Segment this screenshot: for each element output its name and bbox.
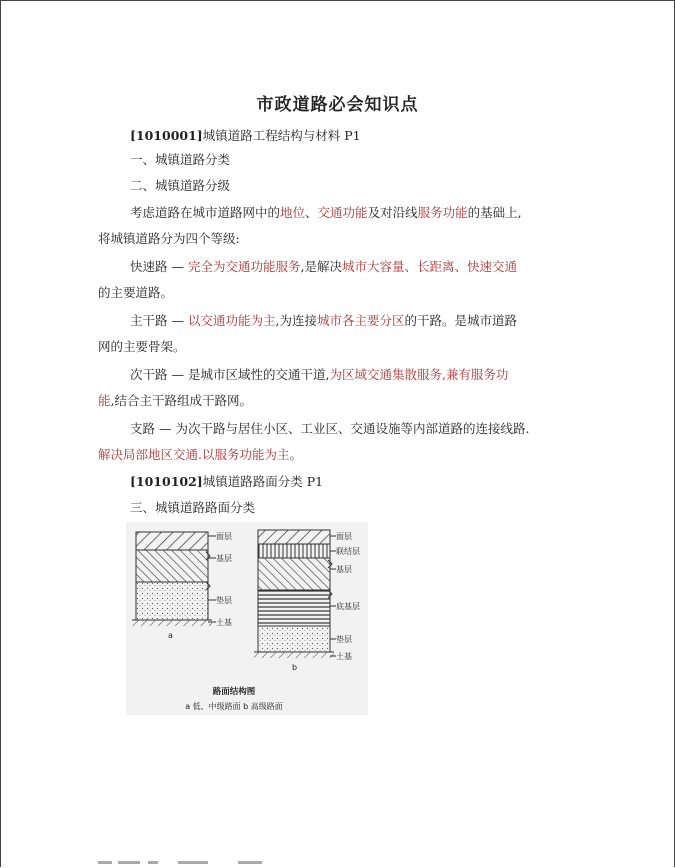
structure-b-tag: b xyxy=(292,663,298,672)
secondary-line-1 xyxy=(130,367,508,383)
secondary-line-2 xyxy=(98,393,252,409)
figure-caption: 路面结构图 xyxy=(212,687,256,697)
intro-text: 考虑道路在城市道路网中的 xyxy=(130,205,281,220)
body-text: ,为连接 xyxy=(275,313,317,328)
structure-a xyxy=(132,532,216,626)
expressway-line-2: 的主要道路。 xyxy=(98,285,174,300)
b-layer-label: 垫层 xyxy=(336,635,352,644)
b-layer-label: 面层 xyxy=(336,532,352,541)
branch-label: 支路 — xyxy=(130,421,172,436)
highlight-traffic-function: 交通功能 xyxy=(317,205,368,220)
body-text: 为次干路与居住小区、工业区、交通设施等内部道路的连接线路. xyxy=(175,421,530,436)
b-layer-label: 土基 xyxy=(336,652,352,661)
highlight-text: 城市各主要分区 xyxy=(316,313,405,328)
highlight-text: 能 xyxy=(98,393,111,408)
arterial-line-1 xyxy=(130,313,517,329)
a-layer-label: 面层 xyxy=(216,532,232,541)
body-text: ,结合主干路组成干路网。 xyxy=(110,393,252,408)
list-item-pavement-classification: 三、城镇道路路面分类 xyxy=(130,500,256,515)
body-text: 的干路。是城市道路 xyxy=(404,313,517,328)
b-layer-label: 联结层 xyxy=(336,547,360,556)
figure-subcaption: a 低、中级路面 b 高级路面 xyxy=(185,702,283,711)
section-code: [1010102] xyxy=(130,474,203,489)
section-heading-1010001 xyxy=(130,128,361,144)
body-text: ,是解决 xyxy=(300,259,342,274)
structure-a-tag: a xyxy=(168,631,173,640)
cutoff-text-remnant xyxy=(98,858,278,866)
list-item-road-classification: 一、城镇道路分类 xyxy=(130,152,231,167)
secondary-label: 次干路 — xyxy=(130,367,184,382)
a-layer-label: 土基 xyxy=(216,618,232,627)
section-heading-1010102 xyxy=(130,474,323,490)
pavement-structure-diagram xyxy=(126,522,368,715)
list-item-road-grading: 二、城镇道路分级 xyxy=(130,178,231,193)
highlight-status: 地位 xyxy=(280,205,306,220)
branch-line-2 xyxy=(98,447,302,463)
intro-text: 、 xyxy=(305,205,318,220)
b-layer-label: 底基层 xyxy=(336,602,360,611)
pavement-structure-figure xyxy=(126,522,368,715)
intro-paragraph-line-2: 将城镇道路分为四个等级: xyxy=(98,231,240,246)
a-layer-label: 垫层 xyxy=(216,596,232,605)
highlight-text: 完全为交通功能服务 xyxy=(187,259,301,274)
arterial-label: 主干路 — xyxy=(130,313,184,328)
structure-b xyxy=(254,530,336,658)
highlight-service-function: 服务功能 xyxy=(417,205,468,220)
section-text: 城镇道路路面分类 P1 xyxy=(202,474,324,489)
b-layer-label: 基层 xyxy=(336,565,352,574)
branch-line-1 xyxy=(130,421,529,437)
section-code: [1010001] xyxy=(130,128,203,143)
highlight-text: 解决局部地区交通.以服务功能为主 xyxy=(98,447,290,462)
highlight-text: 为区域交通集散服务,兼有服务功 xyxy=(329,367,509,382)
expressway-line-1 xyxy=(130,259,517,275)
intro-paragraph-line-1 xyxy=(130,205,522,221)
body-text: 。 xyxy=(289,447,302,462)
a-layer-label: 基层 xyxy=(216,554,232,563)
body-text: 是城市区域性的交通干道, xyxy=(187,367,330,382)
intro-text: 及对沿线 xyxy=(367,205,418,220)
expressway-label: 快速路 — xyxy=(130,259,184,274)
section-text: 城镇道路工程结构与材料 P1 xyxy=(202,128,361,143)
arterial-line-2: 网的主要骨架。 xyxy=(98,339,186,354)
highlight-text: 以交通功能为主 xyxy=(187,313,276,328)
highlight-text: 城市大容量、长距离、快速交通 xyxy=(341,259,517,274)
page-title: 市政道路必会知识点 xyxy=(256,95,419,115)
intro-text: 的基础上, xyxy=(467,205,522,220)
